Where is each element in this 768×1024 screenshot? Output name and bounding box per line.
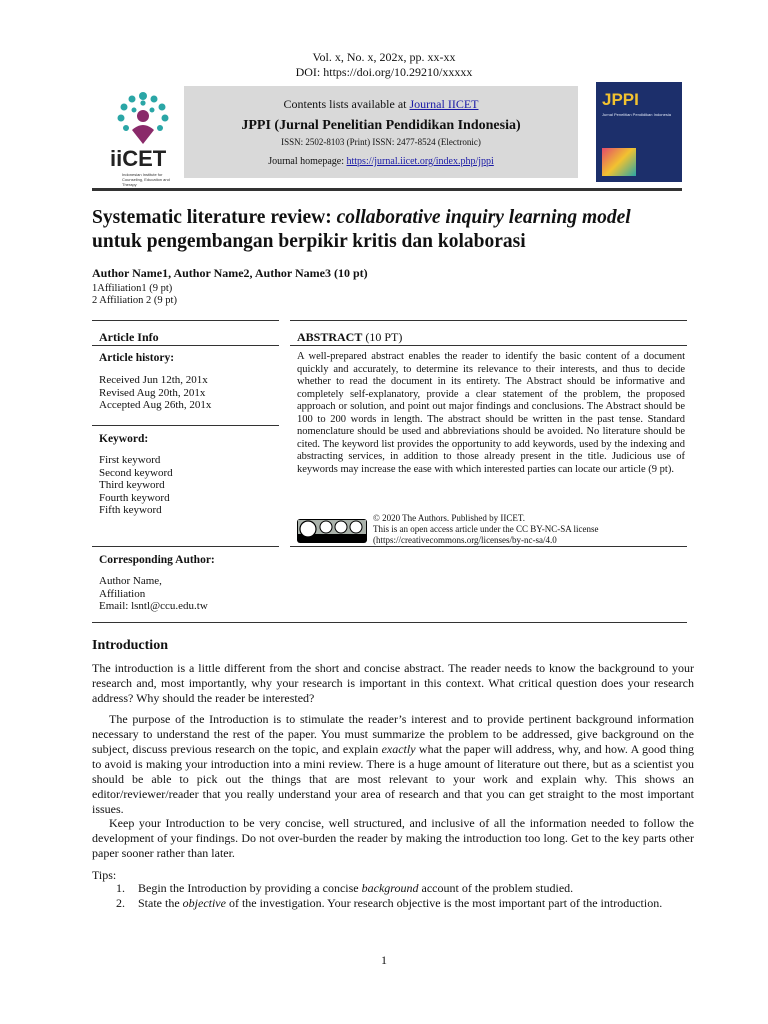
header-divider <box>92 188 682 191</box>
tip-1-emphasis: background <box>361 881 419 895</box>
cover-subtitle: Jurnal Penelitian Pendidikan Indonesia <box>602 112 671 117</box>
abstract-heading-note: (10 PT) <box>362 330 403 344</box>
cc-license-badge[interactable] <box>297 519 367 543</box>
logo-subtext: Indonesian Institute for Counseling, Education and Therapy <box>122 172 170 187</box>
corresponding-heading: Corresponding Author: <box>99 554 215 566</box>
intro-p2-emphasis: exactly <box>381 742 416 756</box>
license-url[interactable]: (https://creativecommons.org/licenses/by-nc-sa/4.0 <box>373 535 557 545</box>
contents-prefix: Contents lists available at <box>283 97 410 111</box>
journal-iicet-link[interactable]: Journal IICET <box>409 97 479 111</box>
cover-title: JPPI <box>602 90 639 109</box>
license-text <box>373 513 598 546</box>
info-bottom-rule <box>92 622 687 623</box>
tip-1-number: 1. <box>116 881 125 895</box>
abstract-text: A well-prepared abstract enables the reader to identify the basic content of a document quickly and accurately, to determine its relevance to their interests, and thus to decide whether to read the document in its entirety. The Abstract should be informative and completely self-explanatory, provide a clear statement of the problem, the proposed approach or solution, and point out major findings and conclusions. The Abstract should be 100 to 200 words in length. The abstract should be written in the past tense. Standard nomenclature should be used and abbreviations should be avoided. No literature should be cited. The keyword list provides the opportunity to add keywords, used by the indexing and abstracting services, in addition to those already present in the title. Judicious use of keywords may increase the ease with which interested parties can locate our article (9 pt). <box>297 351 685 475</box>
contents-line <box>184 97 578 112</box>
tip-1-text <box>138 881 694 896</box>
logo-text: iiCET <box>110 146 167 171</box>
iicet-logo <box>106 88 180 188</box>
title-part2: untuk pengembangan berpikir kritis dan kolaborasi <box>92 231 526 252</box>
affiliation-1: 1Affiliation1 (9 pt) <box>92 283 173 294</box>
article-title <box>92 206 682 254</box>
intro-p2-part1: The purpose of the Introduction is to stimulate the reader’s interest and to provide pertinent background information necessary to understand the rest of the paper. You must summarize the problem to be addressed, give background on the subject, discuss previous research on the topic, and explain <box>92 712 694 756</box>
homepage-line <box>184 156 578 167</box>
history-rule <box>92 425 279 426</box>
abstract-heading <box>297 330 402 345</box>
title-part1: Systematic literature review: <box>92 207 337 228</box>
revised-date: Revised Aug 20th, 201x <box>99 386 206 399</box>
license-line: This is an open access article under the CC BY-NC-SA license <box>373 524 599 534</box>
article-info-heading: Article Info <box>99 330 159 344</box>
keyword-item: Second keyword <box>99 466 173 479</box>
cover-decoration <box>602 148 636 176</box>
corresponding-affiliation: Affiliation <box>99 587 146 600</box>
title-italic: collaborative inquiry learning model <box>336 207 631 228</box>
doi-line: DOI: https://doi.org/10.29210/xxxxx <box>295 65 473 79</box>
tip-1-part2: account of the problem studied. <box>418 881 574 895</box>
accepted-date: Accepted Aug 26th, 201x <box>99 399 212 411</box>
keyword-heading: Keyword: <box>99 433 149 445</box>
page-number: 1 <box>381 953 387 967</box>
intro-paragraph-2 <box>92 712 694 817</box>
abstract-head-rule <box>290 345 687 346</box>
corresponding-author <box>99 575 208 613</box>
abstract-heading-label: ABSTRACT <box>297 330 363 344</box>
journal-name: JPPI (Jurnal Penelitian Pendidikan Indonesia) <box>241 118 521 133</box>
volume-line: Vol. x, No. x, 202x, pp. xx-xx <box>312 50 456 64</box>
homepage-prefix: Journal homepage: <box>268 156 347 167</box>
intro-paragraph-3: Keep your Introduction to be very concise, well structured, and inclusive of all the information needed to follow the development of your findings. Do not over-burden the reader by making the introduction too long. Get to the key parts other paper sooner rather than later. <box>92 816 694 860</box>
article-history <box>99 374 211 412</box>
keyword-item: Third keyword <box>99 479 165 491</box>
tips-label: Tips: <box>92 868 117 882</box>
abstract-top-rule <box>290 320 687 321</box>
article-history-heading: Article history: <box>99 352 175 364</box>
issn-line: ISSN: 2502-8103 (Print) ISSN: 2477-8524 (Electronic) <box>281 137 481 147</box>
keyword-rule <box>92 546 279 547</box>
journal-homepage-link[interactable]: https://jurnal.iicet.org/index.php/jppi <box>346 156 494 167</box>
corresponding-email: Email: lsntl@ccu.edu.tw <box>99 600 208 612</box>
received-date: Received Jun 12th, 201x <box>99 374 208 386</box>
tip-1-part1: Begin the Introduction by providing a concise <box>138 881 362 895</box>
abstract-bottom-rule <box>290 546 687 547</box>
affiliation-2: 2 Affiliation 2 (9 pt) <box>92 295 177 306</box>
keyword-list <box>99 454 173 517</box>
tip-2-number: 2. <box>116 896 125 910</box>
introduction-heading: Introduction <box>92 638 168 653</box>
keyword-item: Fourth keyword <box>99 491 170 504</box>
tip-2-emphasis: objective <box>182 896 226 910</box>
keyword-item: First keyword <box>99 454 161 466</box>
journal-cover-image <box>596 82 682 182</box>
info-top-rule <box>92 320 279 321</box>
copyright-line: © 2020 The Authors. Published by IICET. <box>373 513 525 523</box>
corresponding-name: Author Name, <box>99 575 162 587</box>
intro-p2-part2: what the paper will address, why, and how. A good thing to avoid is making your introduction into a mini review. There is a huge amount of literature out there, but as a scientist you should be able to pick out the things that are most relevant to your work and explain why. This shows an editor/reviewer/reader that you really understand your area of research and that you can get straight to the most important issues. <box>92 742 694 816</box>
tip-2-text <box>138 896 694 911</box>
keyword-item: Fifth keyword <box>99 504 162 516</box>
tip-2-part2: of the investigation. Your research objective is the most important part of the introduction. <box>225 896 663 910</box>
tip-2-part1: State the <box>138 896 183 910</box>
info-head-rule <box>92 345 279 346</box>
author-list: Author Name1, Author Name2, Author Name3 (10 pt) <box>92 266 368 280</box>
volume-info <box>0 50 768 80</box>
intro-paragraph-1: The introduction is a little different from the short and concise abstract. The reader needs to know the background to your research and, most importantly, why your research is important in this context. What critical question does your research address? Why should the reader be interested? <box>92 661 694 705</box>
